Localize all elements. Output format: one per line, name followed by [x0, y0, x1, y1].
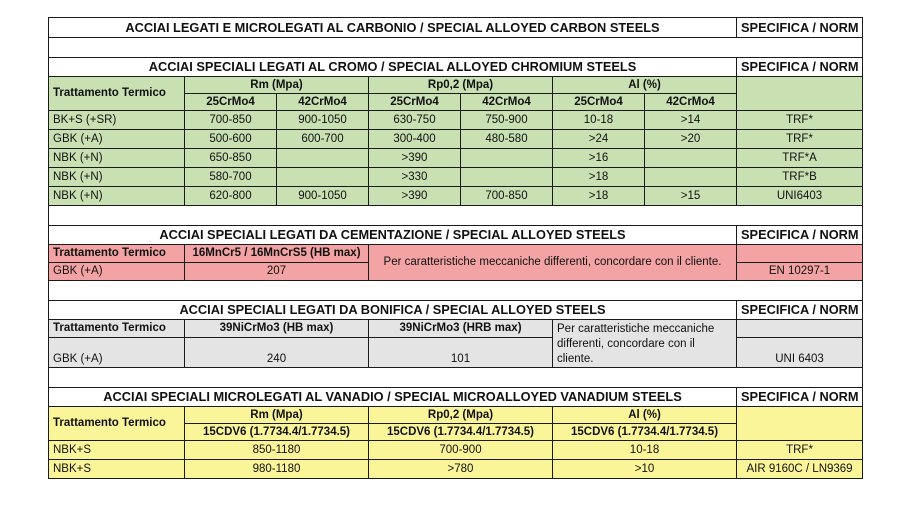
grade-15cdv6: 15CDV6 (1.7734.4/1.7734.5)	[185, 424, 369, 441]
grade-42crmo4: 42CrMo4	[277, 94, 369, 111]
value-cell: >20	[645, 130, 737, 149]
case-title: ACCIAI SPECIALI LEGATI DA CEMENTAZIONE / SPECIAL ALLOYED STEELS	[49, 226, 737, 245]
value-cell	[645, 149, 737, 168]
value-cell: 700-850	[185, 111, 277, 130]
treatment-cell: NBK (+N)	[49, 187, 185, 206]
value-cell: 300-400	[369, 130, 461, 149]
chromium-treatment-header: Trattamento Termico	[49, 77, 185, 111]
norm-cell: TRF*B	[737, 168, 863, 187]
value-cell: >780	[369, 460, 553, 479]
value-cell	[277, 149, 369, 168]
treatment-cell: GBK (+A)	[49, 130, 185, 149]
table-row	[49, 338, 863, 368]
value-cell: 850-1180	[185, 441, 369, 460]
value-cell: 900-1050	[277, 111, 369, 130]
case-treatment-header: Trattamento Termico	[49, 245, 185, 263]
value-cell: 500-600	[185, 130, 277, 149]
value-cell: 240	[185, 338, 369, 368]
value-cell	[461, 149, 553, 168]
vanadium-norm-header: SPECIFICA / NORM	[737, 388, 863, 407]
value-cell: 10-18	[553, 441, 737, 460]
value-cell: >24	[553, 130, 645, 149]
treatment-cell: BK+S (+SR)	[49, 111, 185, 130]
bonifica-norm-blank	[737, 320, 863, 338]
value-cell: >330	[369, 168, 461, 187]
value-cell: 480-580	[461, 130, 553, 149]
value-cell: >390	[369, 149, 461, 168]
case-grade-header: 16MnCr5 / 16MnCrS5 (HB max)	[185, 245, 369, 263]
vanadium-treatment-header: Trattamento Termico	[49, 407, 185, 441]
norm-cell: AIR 9160C / LN9369	[737, 460, 863, 479]
carbon-norm-header: SPECIFICA / NORM	[737, 18, 863, 38]
treatment-cell: NBK+S	[49, 460, 185, 479]
chromium-al-header: Al (%)	[553, 77, 737, 94]
vanadium-title: ACCIAI SPECIALI MICROLEGATI AL VANADIO / SPECIAL MICROALLOYED VANADIUM STEELS	[49, 388, 737, 407]
spacer-row	[49, 206, 863, 226]
treatment-cell: NBK (+N)	[49, 149, 185, 168]
treatment-cell: NBK+S	[49, 441, 185, 460]
value-cell: 10-18	[553, 111, 645, 130]
grade-15cdv6: 15CDV6 (1.7734.4/1.7734.5)	[553, 424, 737, 441]
value-cell	[645, 168, 737, 187]
grade-15cdv6: 15CDV6 (1.7734.4/1.7734.5)	[369, 424, 553, 441]
table-row	[49, 149, 863, 168]
treatment-cell: GBK (+A)	[49, 263, 185, 281]
spacer-row	[49, 368, 863, 388]
grade-25crmo4: 25CrMo4	[369, 94, 461, 111]
bonifica-hb-header: 39NiCrMo3 (HB max)	[185, 320, 369, 338]
value-cell	[461, 168, 553, 187]
table-row	[49, 460, 863, 479]
value-cell: >18	[553, 187, 645, 206]
value-cell: 750-900	[461, 111, 553, 130]
value-cell: 620-800	[185, 187, 277, 206]
value-cell: 630-750	[369, 111, 461, 130]
treatment-cell: NBK (+N)	[49, 168, 185, 187]
carbon-title: ACCIAI LEGATI E MICROLEGATI AL CARBONIO / SPECIAL ALLOYED CARBON STEELS	[49, 18, 737, 38]
steel-spec-sheet	[48, 17, 862, 479]
norm-cell: UNI 6403	[737, 338, 863, 368]
case-norm-blank	[737, 245, 863, 263]
value-cell: 900-1050	[277, 187, 369, 206]
table-row	[49, 130, 863, 149]
norm-cell: UNI6403	[737, 187, 863, 206]
chromium-rm-header: Rm (Mpa)	[185, 77, 369, 94]
value-cell: 980-1180	[185, 460, 369, 479]
value-cell: 700-850	[461, 187, 553, 206]
case-norm-header: SPECIFICA / NORM	[737, 226, 863, 245]
bonifica-hrb-header: 39NiCrMo3 (HRB max)	[369, 320, 553, 338]
vanadium-rm-header: Rm (Mpa)	[185, 407, 369, 424]
value-cell: 101	[369, 338, 553, 368]
case-note: Per caratteristiche meccaniche differenti, concordare con il cliente.	[369, 245, 737, 281]
norm-cell: TRF*	[737, 111, 863, 130]
table-row	[49, 187, 863, 206]
norm-cell: TRF*	[737, 441, 863, 460]
chromium-norm-blank	[737, 77, 863, 111]
norm-cell: TRF*	[737, 130, 863, 149]
value-cell: 700-900	[369, 441, 553, 460]
spacer-row	[49, 38, 863, 58]
value-cell	[277, 168, 369, 187]
table-row	[49, 168, 863, 187]
grade-42crmo4: 42CrMo4	[461, 94, 553, 111]
chromium-title: ACCIAI SPECIALI LEGATI AL CROMO / SPECIAL ALLOYED CHROMIUM STEELS	[49, 58, 737, 77]
bonifica-norm-header: SPECIFICA / NORM	[737, 301, 863, 320]
value-cell: >18	[553, 168, 645, 187]
value-cell: 580-700	[185, 168, 277, 187]
spacer-row	[49, 281, 863, 301]
bonifica-treatment-header: Trattamento Termico	[49, 320, 185, 338]
value-cell: >15	[645, 187, 737, 206]
vanadium-al-header: Al (%)	[553, 407, 737, 424]
table-row	[49, 111, 863, 130]
grade-25crmo4: 25CrMo4	[185, 94, 277, 111]
value-cell: >14	[645, 111, 737, 130]
value-cell: 207	[185, 263, 369, 281]
table-row	[49, 441, 863, 460]
bonifica-title: ACCIAI SPECIALI LEGATI DA BONIFICA / SPECIAL ALLOYED STEELS	[49, 301, 737, 320]
value-cell: >16	[553, 149, 645, 168]
value-cell: 600-700	[277, 130, 369, 149]
grade-25crmo4: 25CrMo4	[553, 94, 645, 111]
value-cell: >10	[553, 460, 737, 479]
chromium-norm-header: SPECIFICA / NORM	[737, 58, 863, 77]
vanadium-norm-blank	[737, 407, 863, 441]
chromium-rp-header: Rp0,2 (Mpa)	[369, 77, 553, 94]
norm-cell: TRF*A	[737, 149, 863, 168]
value-cell: 650-850	[185, 149, 277, 168]
grade-42crmo4: 42CrMo4	[645, 94, 737, 111]
vanadium-rp-header: Rp0,2 (Mpa)	[369, 407, 553, 424]
norm-cell: EN 10297-1	[737, 263, 863, 281]
treatment-cell: GBK (+A)	[49, 338, 185, 368]
steel-spec-table	[48, 17, 863, 479]
bonifica-note: Per caratteristiche meccaniche differenti, concordare con il cliente.	[553, 320, 737, 368]
value-cell: >390	[369, 187, 461, 206]
